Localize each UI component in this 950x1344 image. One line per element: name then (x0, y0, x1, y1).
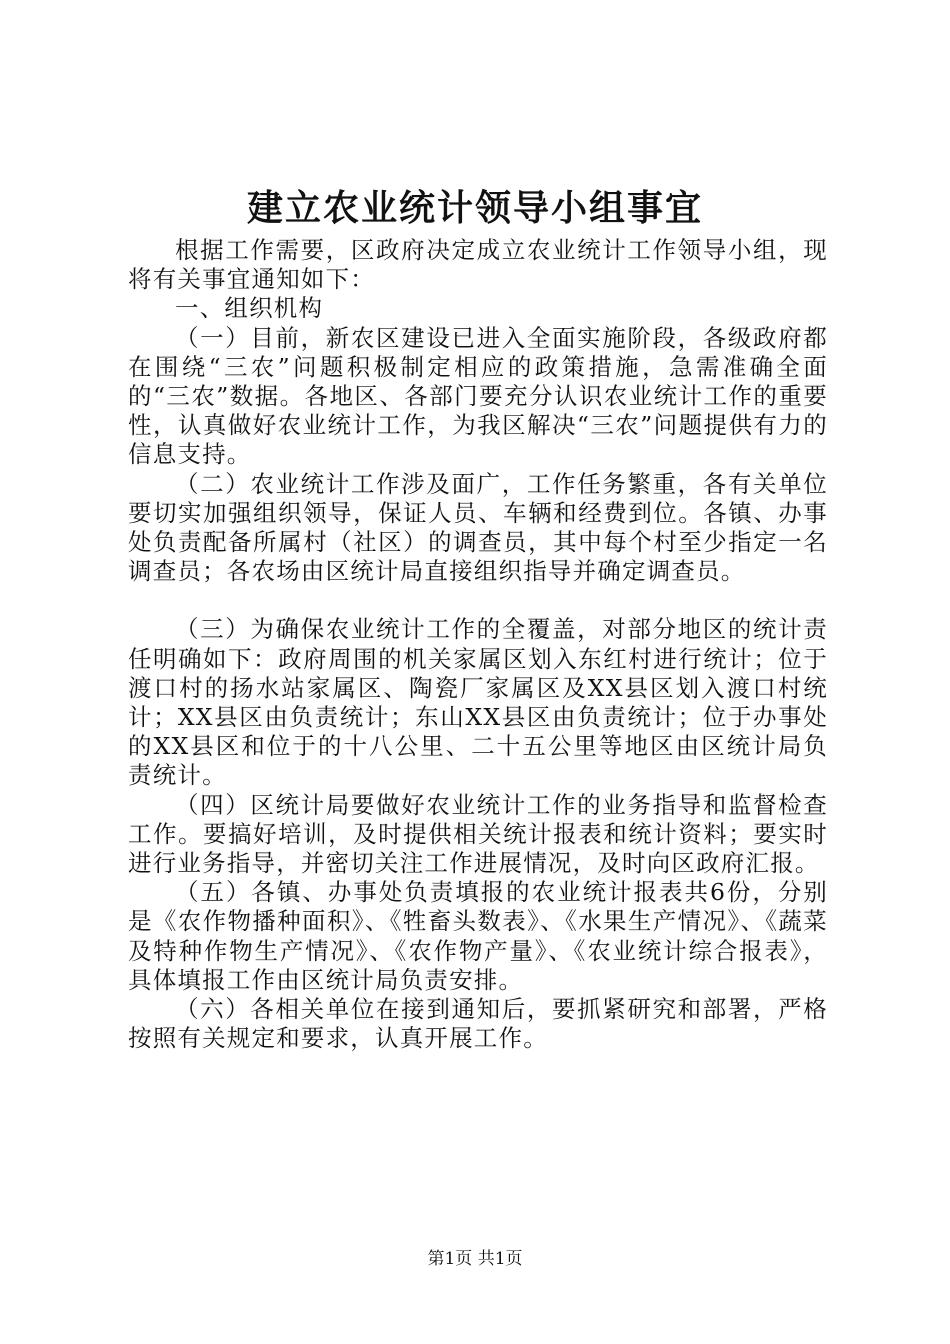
page-footer: 第1页 共1页 (427, 1249, 523, 1269)
paragraph-intro: 根据工作需要，区政府决定成立农业统计工作领导小组，现将有关事宜通知如下： (128, 236, 828, 294)
document-title: 建立农业统计领导小组事宜 (246, 187, 703, 229)
section-heading: 一、组织机构 (175, 294, 324, 323)
document-body (128, 236, 828, 1053)
paragraph-item-2: （二）农业统计工作涉及面广，工作任务繁重，各有关单位要切实加强组织领导，保证人员、车辆和经费到位。各镇、办事处负责配备所属村（社区）的调查员，其中每个村至少指定一名调查员；各农场由区统计局直接组织指导并确定调查员。 (128, 469, 828, 586)
paragraph-item-1: （一）目前，新农区建设已进入全面实施阶段，各级政府都在围绕“三农”问题积极制定相应的政策措施，急需准确全面的“三农”数据。各地区、各部门要充分认识农业统计工作的重要性，认真做好农业统计工作，为我区解决“三农”问题提供有力的信息支持。 (128, 323, 828, 469)
paragraph-spacer (128, 586, 828, 615)
paragraph-item-6: （六）各相关单位在接到通知后，要抓紧研究和部署，严格按照有关规定和要求，认真开展工作。 (128, 995, 828, 1053)
paragraph-item-3: （三）为确保农业统计工作的全覆盖，对部分地区的统计责任明确如下：政府周围的机关家属区划入东红村进行统计；位于渡口村的扬水站家属区、陶瓷厂家属区及XX县区划入渡口村统计；XX县区由负责统计；东山XX县区由负责统计；位于办事处的XX县区和位于的十八公里、二十五公里等地区由区统计局负责统计。 (128, 615, 828, 790)
paragraph-item-4: （四）区统计局要做好农业统计工作的业务指导和监督检查工作。要搞好培训，及时提供相关统计报表和统计资料；要实时进行业务指导，并密切关注工作进展情况，及时向区政府汇报。 (128, 790, 828, 878)
paragraph-item-5: （五）各镇、办事处负责填报的农业统计报表共6份，分别是《农作物播种面积》、《牲畜头数表》、《水果生产情况》、《蔬菜及特种作物生产情况》、《农作物产量》、《农业统计综合报表》，具体填报工作由区统计局负责安排。 (128, 878, 828, 994)
